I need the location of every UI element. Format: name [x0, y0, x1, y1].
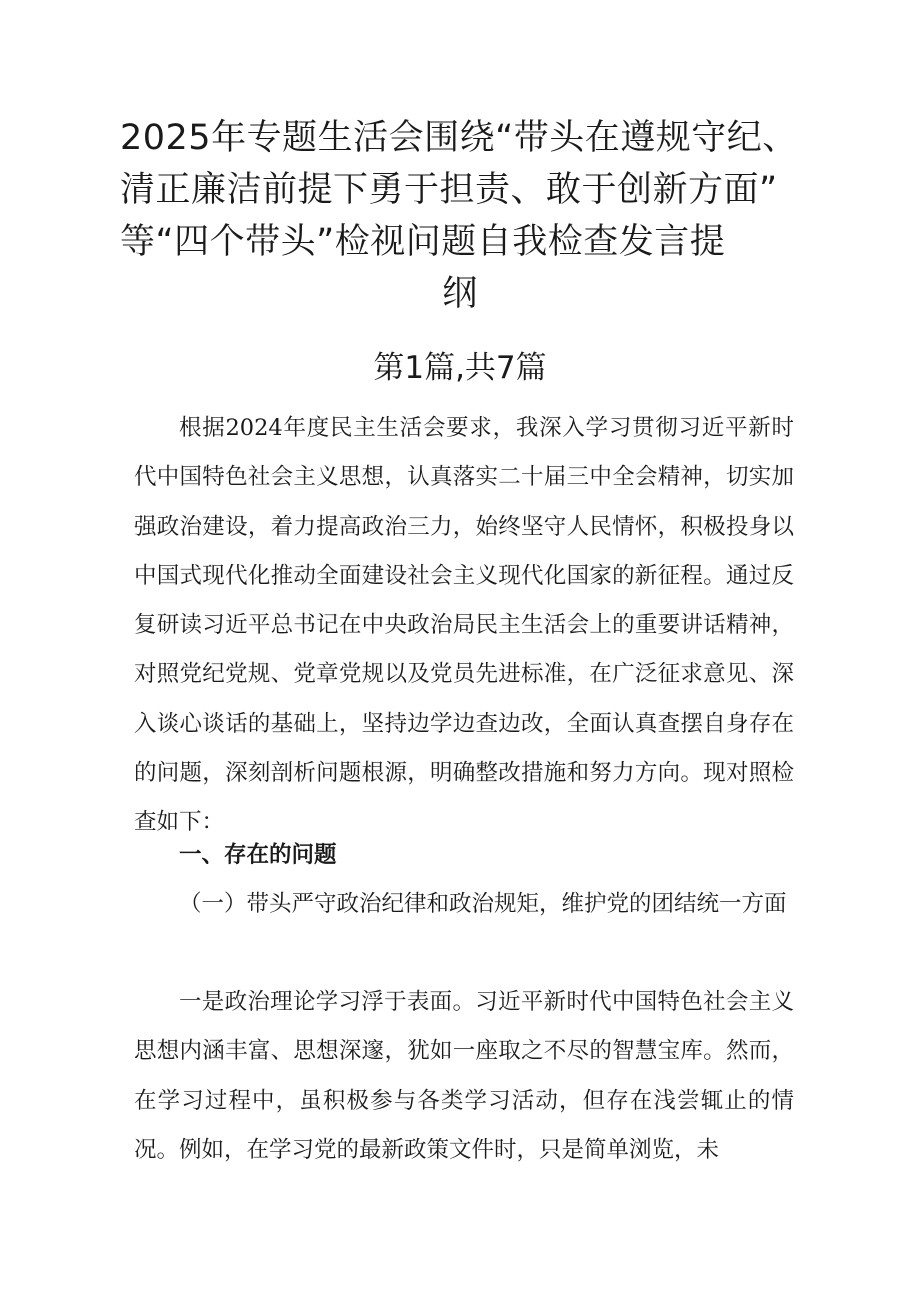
section-heading: 一、存在的问题 [179, 842, 337, 868]
intro-block [134, 404, 794, 848]
title-line: 2025年专题生活会围绕“带头在遵规守纪、 [120, 118, 798, 158]
intro-paragraph: 根据2024年度民主生活会要求，我深入学习贯彻习近平新时代中国特色社会主义思想，认真落实二十届三中全会精神，切实加强政治建设，着力提高政治三力，始终坚守人民情怀，积极投身以中国式现代化推动全面建设社会主义现代化国家的新征程。通过反复研读习近平总书记在中央政治局民主生活会上的重要讲话精神，对照党纪党规、党章党规以及党员先进标准，在广泛征求意见、深入谈心谈话的基础上，坚持边学边查边改，全面认真查摆自身存在的问题，深刻剖析问题根源，明确整改措施和努力方向。现对照检查如下： [134, 415, 794, 836]
point-block [134, 978, 794, 1175]
subsection-heading: （一）带头严守政治纪律和政治规矩，维护党的团结统一方面 [179, 891, 787, 917]
point-paragraph: 一是政治理论学习浮于表面。习近平新时代中国特色社会主义思想内涵丰富、思想深邃，犹如一座取之不尽的智慧宝库。然而，在学习过程中，虽积极参与各类学习活动，但存在浅尝辄止的情况。例如，在学习党的最新政策文件时，只是简单浏览，未 [134, 989, 794, 1163]
subsection-block [134, 880, 794, 929]
title-line: 纲 [442, 274, 478, 314]
title-line: 等“四个带头”检视问题自我检查发言提 [120, 222, 726, 262]
title-line: 清正廉洁前提下勇于担责、敢于创新方面” [120, 170, 778, 210]
chapter-indicator: 第1篇,共7篇 [373, 350, 547, 386]
document-title [120, 112, 800, 320]
